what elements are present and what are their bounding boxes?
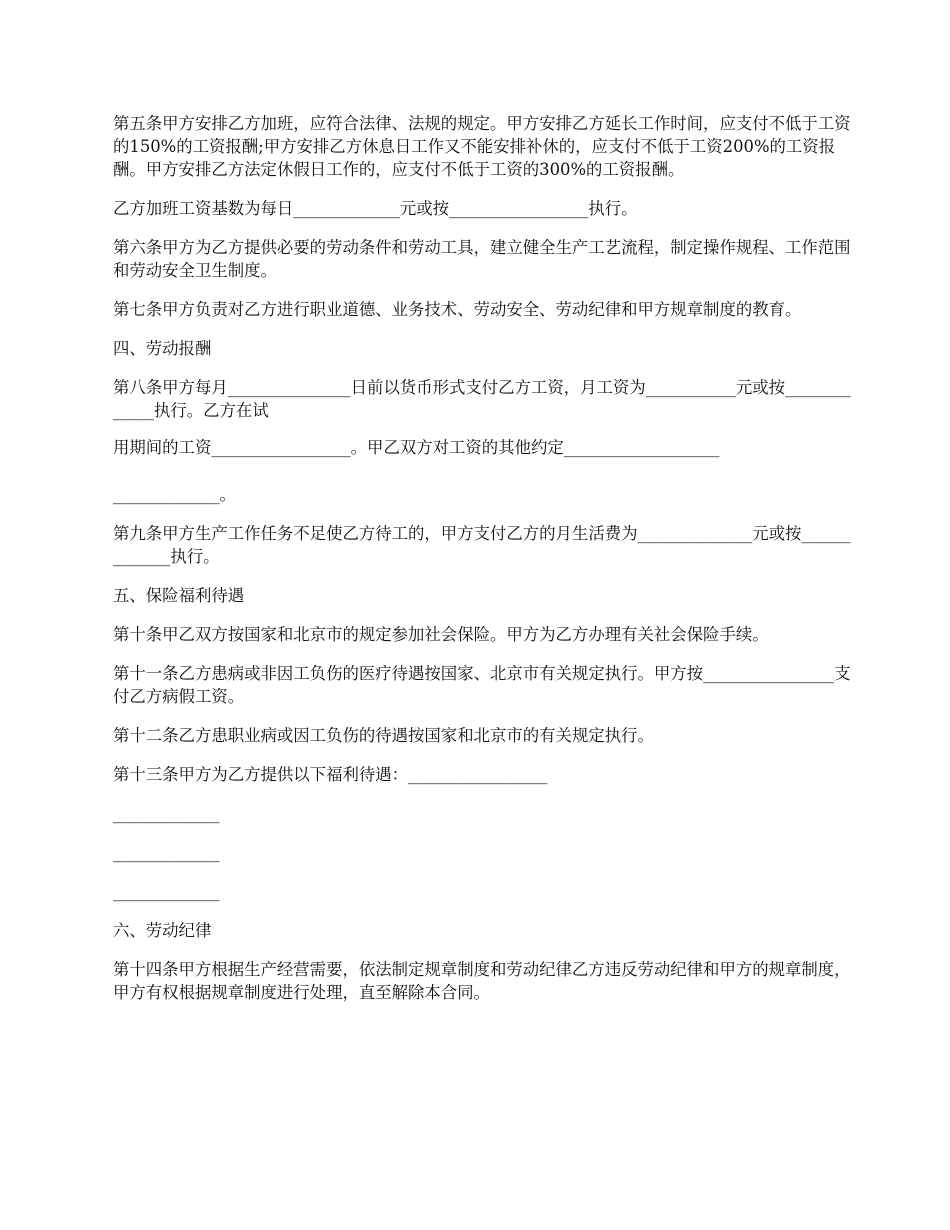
document-body: [113, 112, 853, 1020]
section-heading-insurance-welfare: 五、保险福利待遇: [113, 586, 245, 605]
article-6-working-conditions: 第六条甲方为乙方提供必要的劳动条件和劳动工具，建立健全生产工艺流程，制定操作规程、工作范围和劳动安全卫生制度。: [113, 238, 851, 280]
article-9-idle-living-allowance: 第九条甲方生产工作任务不足使乙方待工的，甲方支付乙方的月生活费为______________元或按_____________执行。: [113, 524, 851, 566]
article-10-social-insurance: 第十条甲乙双方按国家和北京市的规定参加社会保险。甲方为乙方办理有关社会保险手续。: [113, 625, 769, 644]
article-12-occupational-injury: 第十二条乙方患职业病或因工负伤的待遇按国家和北京市的有关规定执行。: [113, 726, 654, 745]
article-8-wage-payment: 第八条甲方每月_______________日前以货币形式支付乙方工资，月工资为___________元或按_____________执行。乙方在试: [113, 378, 851, 420]
welfare-blank-line-3: _____________: [113, 882, 220, 901]
welfare-blank-line-1: _____________: [113, 804, 220, 823]
article-5-overtime: 第五条甲方安排乙方加班，应符合法律、法规的规定。甲方安排乙方延长工作时间，应支付不低于工资的150%的工资报酬;甲方安排乙方休息日工作又不能安排补休的，应支付不低于工资200%的工资报酬。甲方安排乙方法定休假日工作的，应支付不低于工资的300%的工资报酬。: [113, 114, 851, 179]
other-wage-agreement-blank: _____________。: [113, 485, 236, 504]
welfare-blank-line-2: _____________: [113, 843, 220, 862]
article-7-education: 第七条甲方负责对乙方进行职业道德、业务技术、劳动安全、劳动纪律和甲方规章制度的教育。: [113, 300, 802, 319]
article-11-sick-leave: 第十一条乙方患病或非因工负伤的医疗待遇按国家、北京市有关规定执行。甲方按________________支付乙方病假工资。: [113, 664, 851, 706]
section-heading-labor-discipline: 六、劳动纪律: [113, 921, 212, 940]
probation-wage: 用期间的工资_________________。甲乙双方对工资的其他约定___________________: [113, 438, 720, 457]
overtime-wage-base: 乙方加班工资基数为每日_____________元或按_________________执行。: [113, 199, 638, 218]
article-13-welfare: 第十三条甲方为乙方提供以下福利待遇：_________________: [113, 765, 548, 784]
section-heading-remuneration: 四、劳动报酬: [113, 339, 212, 358]
article-14-rules-and-discipline: 第十四条甲方根据生产经营需要，依法制定规章制度和劳动纪律乙方违反劳动纪律和甲方的规章制度，甲方有权根据规章制度进行处理，直至解除本合同。: [113, 960, 851, 1002]
